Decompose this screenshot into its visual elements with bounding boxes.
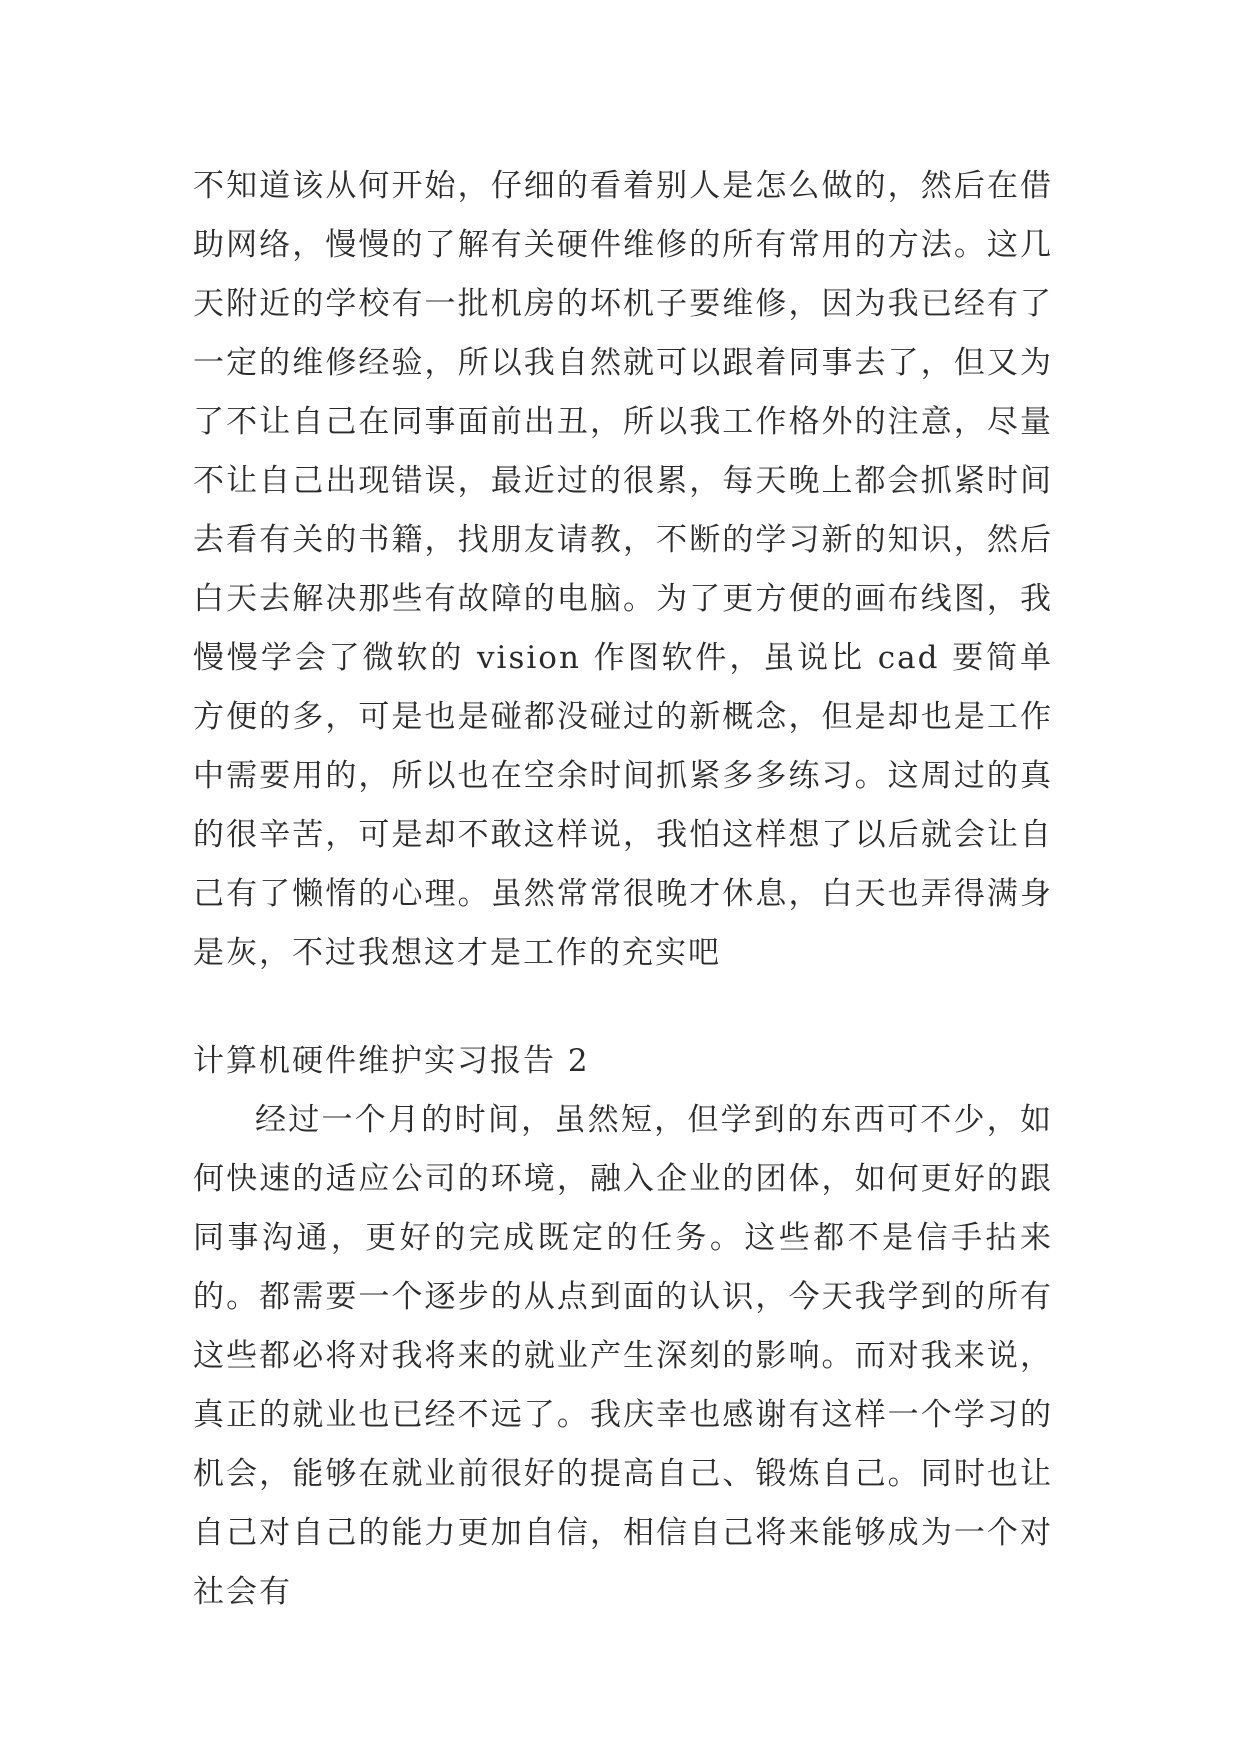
body-paragraph-1: 不知道该从何开始，仔细的看着别人是怎么做的，然后在借助网络，慢慢的了解有关硬件维修的所有常用的方法。这几天附近的学校有一批机房的坏机子要维修，因为我已经有了一定的维修经验，所以我自然就可以跟着同事去了，但又为了不让自己在同事面前出丑，所以我工作格外的注意，尽量不让自己出现错误，最近过的很累，每天晚上都会抓紧时间去看有关的书籍，找朋友请教，不断的学习新的知识，然后白天去解决那些有故障的电脑。为了更方便的画布线图，我慢慢学会了微软的 vision 作图软件，虽说比 cad 要简单方便的多，可是也是碰都没碰过的新概念，但是却也是工作中需要用的，所以也在空余时间抓紧多多练习。这周过的真的很辛苦，可是却不敢这样说，我怕这样想了以后就会让自己有了懒惰的心理。虽然常常很晚才休息，白天也弄得满身是灰，不过我想这才是工作的充实吧: [193, 168, 1053, 971]
section-heading: 计算机硬件维护实习报告 2: [193, 1043, 590, 1079]
body-paragraph-2: 经过一个月的时间，虽然短，但学到的东西可不少，如何快速的适应公司的环境，融入企业的团体，如何更好的跟同事沟通，更好的完成既定的任务。这些都不是信手拈来的。都需要一个逐步的从点到面的认识，今天我学到的所有这些都必将对我将来的就业产生深刻的影响。而对我来说，真正的就业也已经不远了。我庆幸也感谢有这样一个学习的机会，能够在就业前很好的提高自己、锻炼自己。同时也让自己对自己的能力更加自信，相信自己将来能够成为一个对社会有: [193, 1102, 1053, 1610]
